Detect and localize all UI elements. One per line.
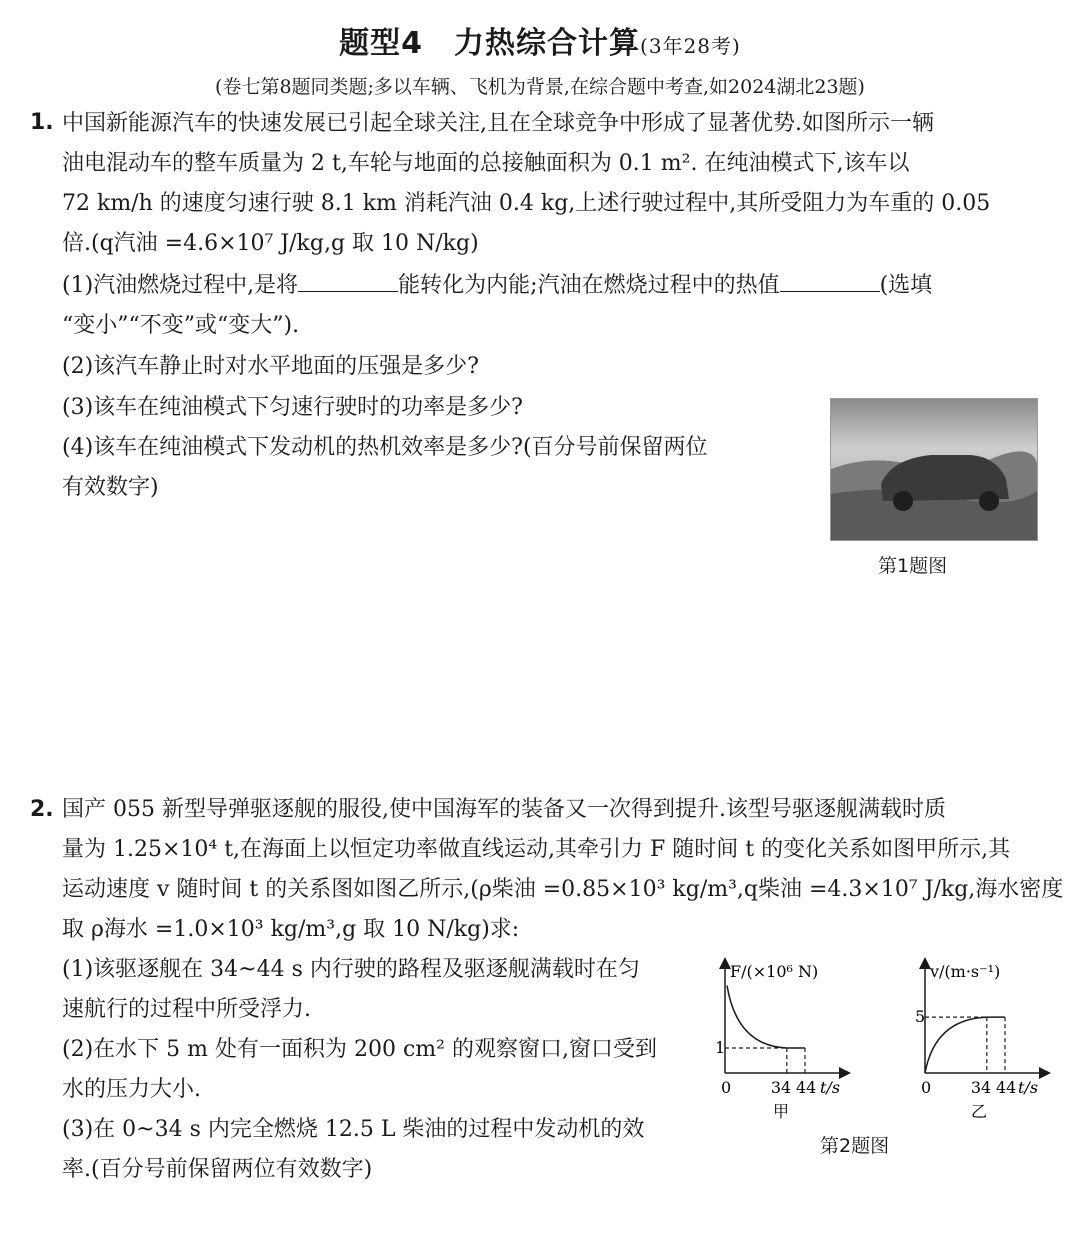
subtitle: (卷七第8题同类题;多以车辆、飞机为背景,在综合题中考查,如2024湖北23题) xyxy=(215,76,865,98)
x-tick-34: 34 xyxy=(770,1078,792,1097)
figure-2-caption: 第2题图 xyxy=(820,1135,890,1157)
q2-sub1-cont: 速航行的过程中所受浮力. xyxy=(62,997,311,1022)
car-photo xyxy=(830,398,1038,541)
q2-sub2-cont: 水的压力大小. xyxy=(62,1077,201,1102)
title-tag: (3年28考) xyxy=(640,34,741,58)
page-title: 题型4 力热综合计算(3年28考) xyxy=(339,26,741,61)
question-1-number: 1. xyxy=(30,110,54,135)
q2-sub3: (3)在 0~34 s 内完全燃烧 12.5 L 柴油的过程中发动机的效 xyxy=(62,1117,645,1142)
q1-line-3: 72 km/h 的速度匀速行驶 8.1 km 消耗汽油 0.4 kg,上述行驶过程中,其所受阻力为车重的 0.05 xyxy=(62,191,991,216)
q1-sub2: (2)该汽车静止时对水平地面的压强是多少? xyxy=(62,354,479,379)
y-axis-label: v/(m·s⁻¹) xyxy=(930,962,1001,981)
x-axis-label: t/s xyxy=(1018,1078,1039,1097)
q2-sub1: (1)该驱逐舰在 34~44 s 内行驶的路程及驱逐舰满载时在匀 xyxy=(62,957,640,982)
force-curve xyxy=(727,986,787,1049)
q1-sub4-cont: 有效数字) xyxy=(62,475,159,500)
velocity-curve xyxy=(925,1017,987,1073)
q2-line-3: 运动速度 v 随时间 t 的关系图如图乙所示,(ρ柴油 =0.85×10³ kg/m³,q柴油 =4.3×10⁷ J/kg,海水密度 xyxy=(62,877,1064,902)
q1-line-1: 中国新能源汽车的快速发展已引起全球关注,且在全球竞争中形成了显著优势.如图所示一辆 xyxy=(62,111,934,136)
q2-line-1: 国产 055 新型导弹驱逐舰的服役,使中国海军的装备又一次得到提升.该型号驱逐舰满载时质 xyxy=(62,797,946,822)
y-tick-5: 5 xyxy=(915,1007,926,1027)
graph-title: 乙 xyxy=(971,1102,988,1121)
q2-line-4: 取 ρ海水 =1.0×10³ kg/m³,g 取 10 N/kg)求: xyxy=(62,917,520,942)
graph-title: 甲 xyxy=(773,1102,790,1121)
question-2-number: 2. xyxy=(30,797,54,822)
x-axis-label: t/s xyxy=(820,1078,841,1097)
figure-1-caption: 第1题图 xyxy=(878,555,948,577)
q2-line-2: 量为 1.25×10⁴ t,在海面上以恒定功率做直线运动,其牵引力 F 随时间 t 的变化关系如图甲所示,其 xyxy=(62,837,1011,862)
x-tick-34: 34 xyxy=(970,1078,992,1097)
q1-sub1: (1)汽油燃烧过程中,是将 能转化为内能;汽油在燃烧过程中的热值 (选填 xyxy=(62,273,933,298)
q2-sub3-cont: 率.(百分号前保留两位有效数字) xyxy=(62,1157,373,1182)
graph-jia xyxy=(705,955,855,1125)
x-tick-44: 44 xyxy=(996,1078,1017,1097)
graph-yi xyxy=(905,955,1055,1125)
q1-sub3: (3)该车在纯油模式下匀速行驶时的功率是多少? xyxy=(62,395,523,420)
x-tick-0: 0 xyxy=(721,1078,732,1097)
q2-sub2: (2)在水下 5 m 处有一面积为 200 cm² 的观察窗口,窗口受到 xyxy=(62,1037,657,1062)
q1-sub4: (4)该车在纯油模式下发动机的热机效率是多少?(百分号前保留两位 xyxy=(62,435,708,460)
q1-sub1-cont: “变小”“不变”或“变大”). xyxy=(62,313,300,338)
answer-blank-2[interactable] xyxy=(780,271,880,292)
x-tick-0: 0 xyxy=(921,1078,932,1097)
q1-line-2: 油电混动车的整车质量为 2 t,车轮与地面的总接触面积为 0.1 m². 在纯油模式下,该车以 xyxy=(62,151,910,176)
y-axis-label: F/(×10⁶ N) xyxy=(730,962,819,981)
y-tick-1: 1 xyxy=(715,1038,726,1057)
answer-blank-1[interactable] xyxy=(298,271,398,292)
q1-line-4: 倍.(q汽油 =4.6×10⁷ J/kg,g 取 10 N/kg) xyxy=(62,231,479,256)
x-tick-44: 44 xyxy=(796,1078,817,1097)
